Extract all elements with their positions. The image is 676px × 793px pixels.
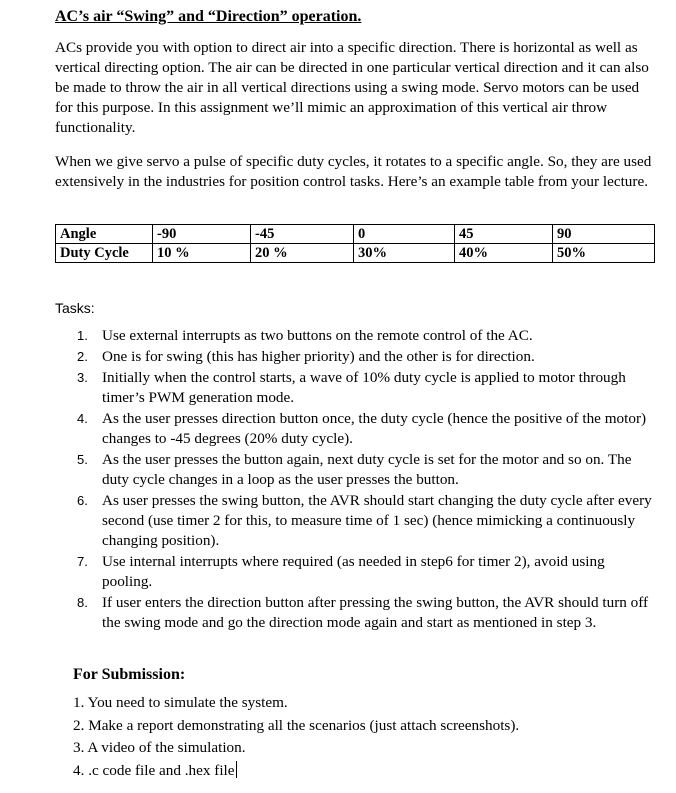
table-cell: 10 % [153, 244, 251, 263]
table-cell: 40% [455, 244, 553, 263]
list-item [55, 347, 655, 367]
table-cell: 20 % [251, 244, 354, 263]
list-item: 2. Make a report demonstrating all the scenarios (just attach screenshots). [73, 716, 520, 734]
table-row [56, 244, 655, 263]
table-cell: 90 [553, 225, 655, 244]
list-item-text: One is for swing (this has higher priority) and the other is for direction. [102, 348, 535, 365]
list-number: 1. [77, 328, 88, 343]
angle-duty-table [55, 224, 655, 263]
list-item [55, 326, 655, 346]
list-item: 3. A video of the simulation. [73, 739, 246, 756]
tasks-list [55, 326, 655, 634]
document-title: AC’s air “Swing” and “Direction” operation. [55, 8, 362, 25]
servo-paragraph: When we give servo a pulse of specific duty cycles, it rotates to a specific angle. So, they are used extensively in the industries for position control tasks. Here’s an example table from your lecture. [55, 153, 652, 190]
list-item-text: Use internal interrupts where required (as needed in step6 for timer 2), avoid using pooling. [102, 553, 605, 590]
list-item [55, 450, 655, 490]
list-number: 5. [77, 452, 88, 467]
list-item [55, 491, 655, 551]
duty-header-cell: Duty Cycle [56, 244, 153, 263]
list-number: 8. [77, 595, 88, 610]
list-item [55, 368, 655, 408]
table-cell: 45 [455, 225, 553, 244]
list-number: 7. [77, 554, 88, 569]
list-number: 4. [77, 411, 88, 426]
list-item-text: As the user presses direction button once, the duty cycle (hence the positive of the motor) changes to -45 degrees (20% duty cycle). [102, 410, 647, 447]
table-row [56, 225, 655, 244]
list-number: 2. [77, 349, 88, 364]
list-item-text: As user presses the swing button, the AVR should start changing the duty cycle after every second (use timer 2 for this, to measure time of 1 sec) (hence mimicking a continuously changing position). [102, 492, 652, 549]
list-item-text: Initially when the control starts, a wave of 10% duty cycle is applied to motor through timer’s PWM generation mode. [102, 369, 626, 406]
list-item[interactable] [73, 760, 519, 783]
list-item: 1. You need to simulate the system. [73, 694, 288, 711]
intro-paragraph: ACs provide you with option to direct air into a specific direction. There is horizontal as well as vertical directing option. The air can be directed in one particular vertical direction and it can also be made to throw the air in all vertical directions using a swing mode. Servo motors can be used for this purpose. In this assignment we’ll mimic an approximation of this vertical air throw functionality. [55, 39, 649, 136]
submission-title: For Submission: [73, 666, 186, 683]
list-item-text: 4. .c code file and .hex file [73, 761, 235, 779]
list-item-text: If user enters the direction button after pressing the swing button, the AVR should turn off the swing mode and go the direction mode again and start as mentioned in step 3. [102, 594, 649, 631]
table-cell: -90 [153, 225, 251, 244]
submission-list [73, 692, 519, 782]
tasks-label: Tasks: [55, 300, 95, 316]
table-cell: 30% [354, 244, 455, 263]
list-number: 6. [77, 493, 88, 508]
table-cell: -45 [251, 225, 354, 244]
text-cursor [236, 761, 237, 778]
list-item [55, 552, 655, 592]
list-item [55, 409, 655, 449]
table-cell: 50% [553, 244, 655, 263]
list-item-text: As the user presses the button again, next duty cycle is set for the motor and so on. The duty cycle changes in a loop as the user presses the button. [102, 451, 632, 488]
list-item [55, 593, 655, 633]
list-number: 3. [77, 370, 88, 385]
angle-header-cell: Angle [56, 225, 153, 244]
table-cell: 0 [354, 225, 455, 244]
list-item-text: Use external interrupts as two buttons on the remote control of the AC. [102, 327, 533, 344]
